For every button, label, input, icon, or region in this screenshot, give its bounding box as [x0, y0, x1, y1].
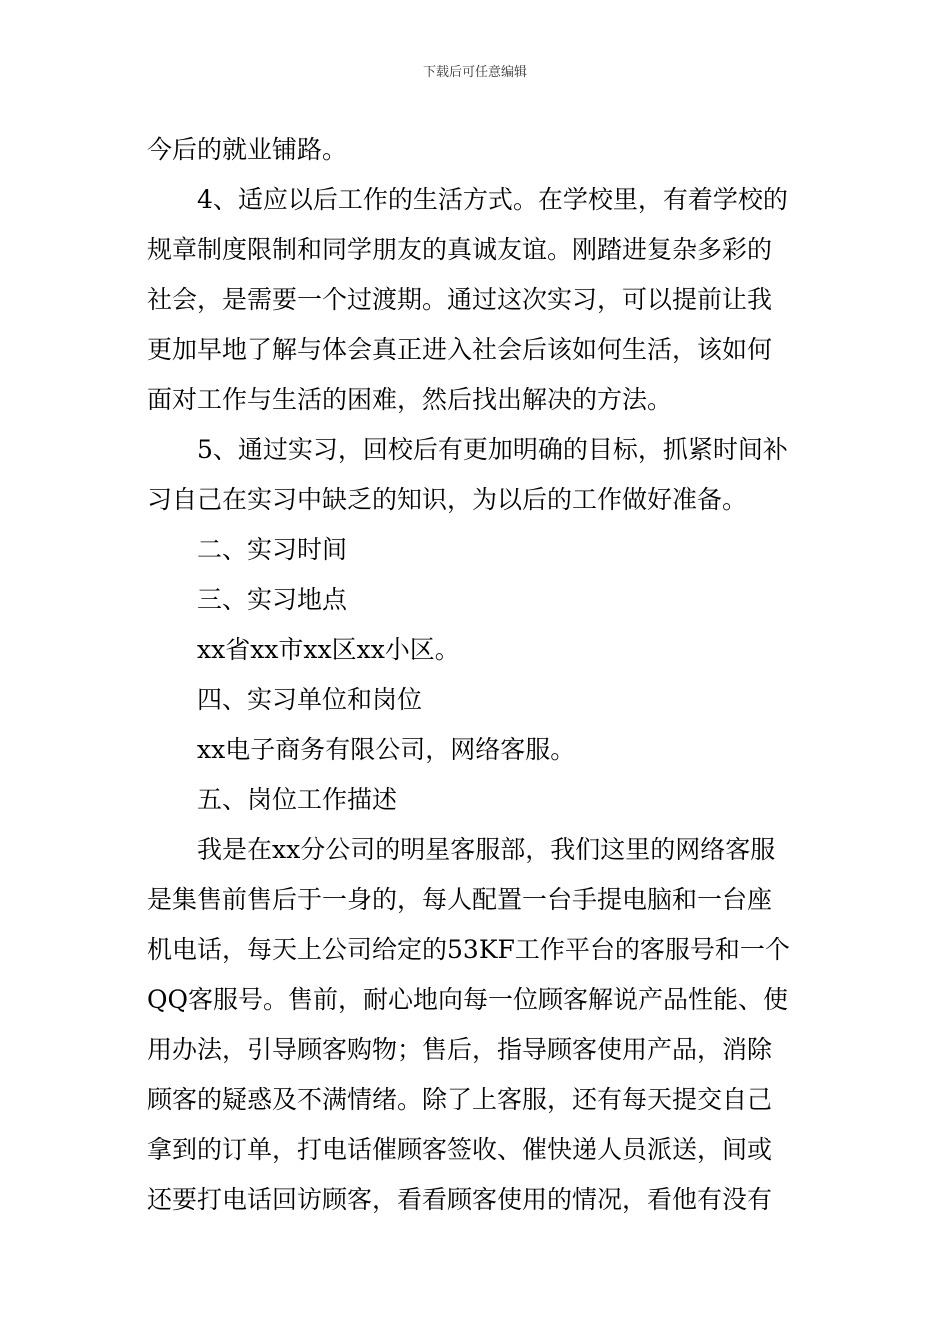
- text-line: 更加早地了解与体会真正进入社会后该如何生活，该如何: [147, 335, 773, 364]
- section-heading: 五、岗位工作描述: [197, 785, 398, 814]
- text-line: 是集售前售后于一身的，每人配置一台手提电脑和一台座: [147, 885, 773, 914]
- text-line: 我是在xx分公司的明星客服部，我们这里的网络客服: [197, 835, 776, 864]
- text-line: 机电话，每天上公司给定的53KF工作平台的客服号和一个: [147, 935, 790, 964]
- text-line: 4、适应以后工作的生活方式。在学校里，有着学校的: [197, 185, 788, 214]
- page-header: 下载后可任意编辑: [422, 65, 527, 80]
- text-line: 顾客的疑惑及不满情绪。除了上客服，还有每天提交自己: [147, 1085, 773, 1114]
- text-line: 习自己在实习中缺乏的知识，为以后的工作做好准备。: [147, 485, 748, 514]
- text-line: 今后的就业铺路。: [147, 135, 348, 164]
- text-line: 规章制度限制和同学朋友的真诚友谊。刚踏进复杂多彩的: [147, 235, 773, 264]
- text-line: xx省xx市xx区xx小区。: [197, 635, 460, 664]
- text-line: 拿到的订单，打电话催顾客签收、催快递人员派送，间或: [147, 1135, 773, 1164]
- section-heading: 二、实习时间: [197, 535, 348, 564]
- text-line: 还要打电话回访顾客，看看顾客使用的情况，看他有没有: [147, 1185, 773, 1214]
- text-line: 社会，是需要一个过渡期。通过这次实习，可以提前让我: [147, 285, 773, 314]
- document-body: [147, 125, 812, 1225]
- section-heading: 三、实习地点: [197, 585, 348, 614]
- text-line: xx电子商务有限公司，网络客服。: [197, 735, 576, 764]
- section-heading: 四、实习单位和岗位: [197, 685, 423, 714]
- text-line: QQ客服号。售前，耐心地向每一位顾客解说产品性能、使: [147, 985, 788, 1014]
- text-line: 用办法，引导顾客购物；售后，指导顾客使用产品，消除: [147, 1035, 773, 1064]
- text-line: 5、通过实习，回校后有更加明确的目标，抓紧时间补: [197, 435, 788, 464]
- text-line: 面对工作与生活的困难，然后找出解决的方法。: [147, 385, 673, 414]
